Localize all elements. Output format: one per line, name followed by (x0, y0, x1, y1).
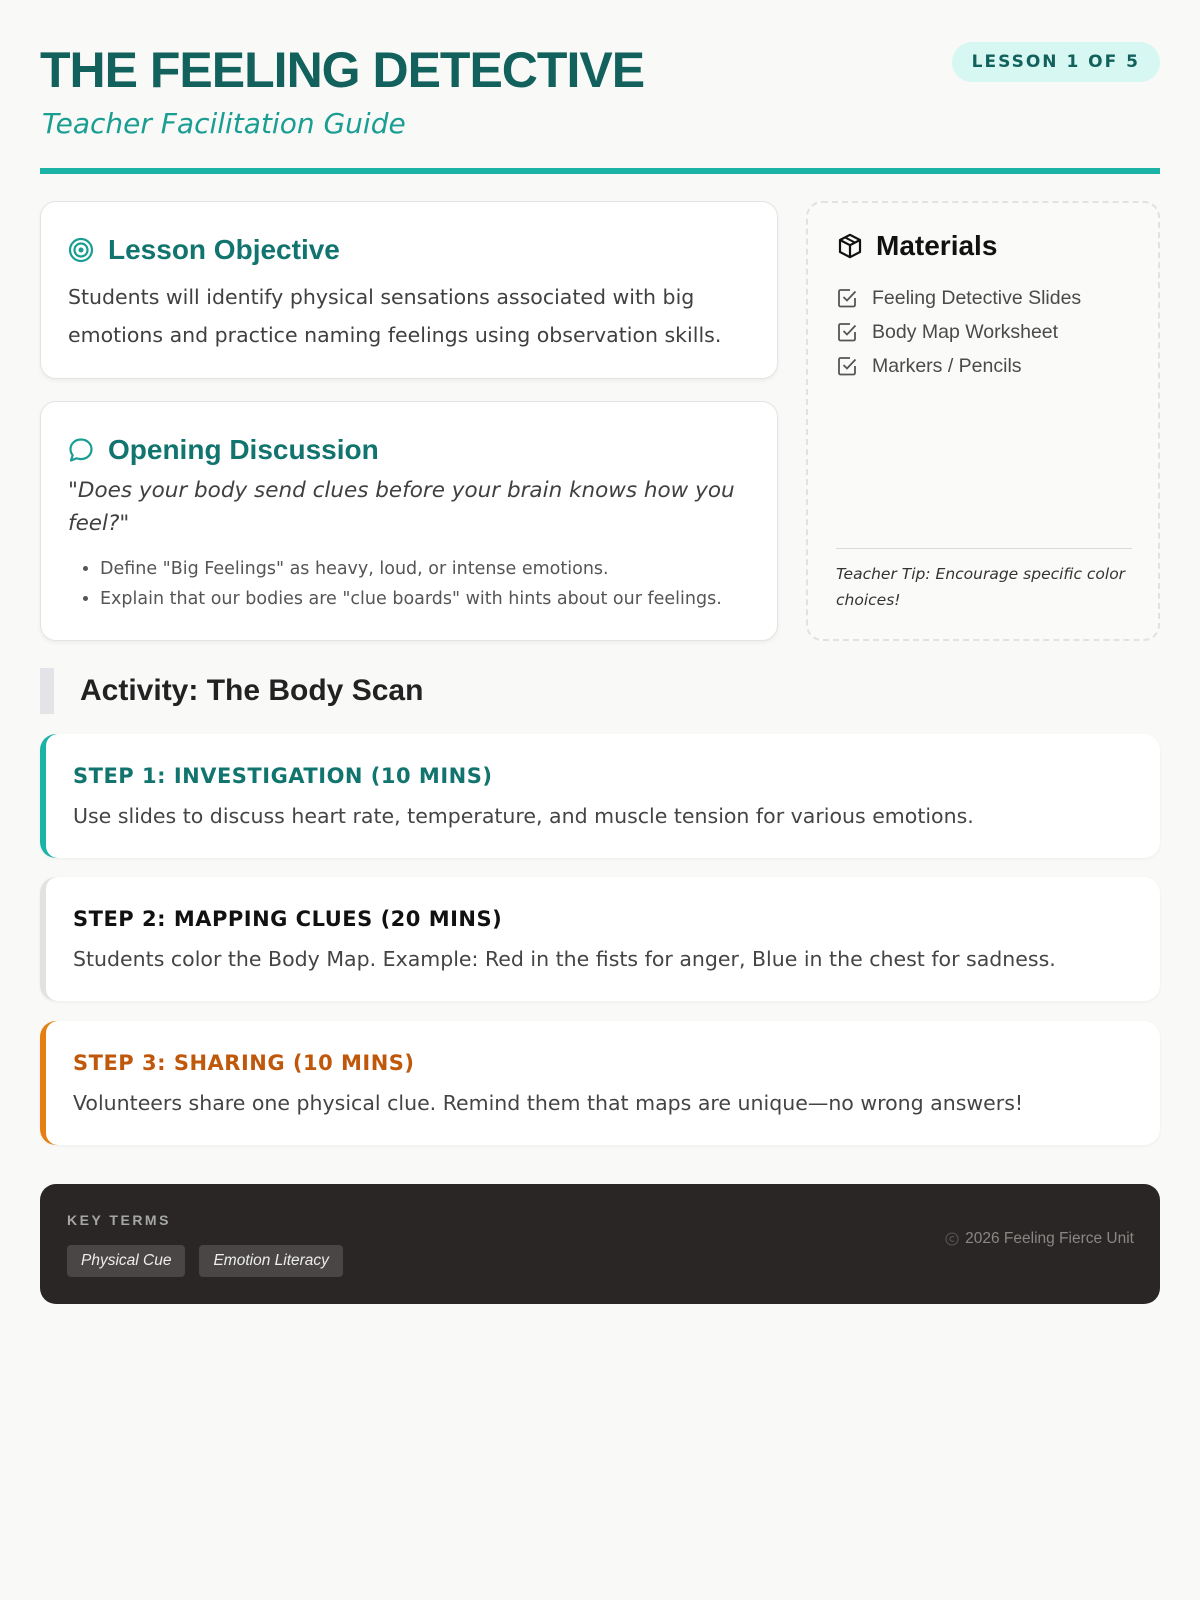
step-text: Students color the Body Map. Example: Red in the fists for anger, Blue in the chest for sadness. (73, 947, 1056, 971)
materials-item-label: Feeling Detective Slides (872, 286, 1082, 309)
discussion-quote: "Does your body send clues before your brain knows how you feel?" (68, 478, 735, 536)
step-text: Volunteers share one physical clue. Remind them that maps are unique—no wrong answers! (73, 1091, 1024, 1115)
materials-item-label: Markers / Pencils (872, 354, 1022, 377)
copyright (945, 1230, 1134, 1248)
step-accent-bar (40, 734, 62, 858)
materials-item (836, 315, 1081, 349)
step-accent-bar (40, 877, 62, 1001)
speech-bubble-icon (68, 437, 94, 463)
opening-discussion-card (40, 401, 778, 641)
copyright-icon (945, 1232, 959, 1246)
step-3-card (40, 1021, 1160, 1145)
header (40, 0, 1160, 174)
copyright-text: 2026 Feeling Fierce Unit (965, 1230, 1134, 1247)
checkbox-checked-icon (836, 355, 858, 377)
checkbox-checked-icon (836, 321, 858, 343)
discussion-point: • Explain that our bodies are "clue boards" with hints about our feelings. (100, 584, 790, 614)
step-heading: STEP 2: MAPPING CLUES (20 MINS) (73, 907, 503, 931)
objective-heading: Lesson Objective (108, 234, 340, 265)
target-icon (68, 237, 94, 263)
discussion-heading: Opening Discussion (108, 434, 379, 465)
key-terms-list (67, 1245, 357, 1277)
key-term-tag: Physical Cue (67, 1245, 185, 1277)
materials-item (836, 281, 1081, 315)
lesson-badge: LESSON 1 OF 5 (952, 42, 1160, 82)
page-title: THE FEELING DETECTIVE (40, 42, 645, 98)
materials-item-label: Body Map Worksheet (872, 320, 1059, 343)
key-terms-label: KEY TERMS (67, 1212, 171, 1228)
lesson-objective-card (40, 201, 778, 379)
materials-panel (806, 201, 1160, 641)
step-heading: STEP 1: INVESTIGATION (10 MINS) (73, 764, 493, 788)
page-subtitle: Teacher Facilitation Guide (42, 107, 406, 140)
materials-header (836, 230, 997, 262)
activity-title: Activity: The Body Scan (40, 668, 423, 714)
objective-text: Students will identify physical sensations associated with big emotions and practice naming feelings using observation skills. (68, 285, 722, 347)
step-text: Use slides to discuss heart rate, temperature, and muscle tension for various emotions. (73, 804, 974, 828)
discussion-point: • Define "Big Feelings" as heavy, loud, or intense emotions. (100, 554, 790, 584)
key-term-tag: Emotion Literacy (199, 1245, 342, 1277)
step-accent-bar (40, 1021, 62, 1145)
lesson-page (40, 0, 1160, 1269)
materials-heading: Materials (876, 230, 998, 261)
package-icon (836, 232, 864, 260)
step-heading: STEP 3: SHARING (10 MINS) (73, 1051, 415, 1075)
teacher-tip: Teacher Tip: Encourage specific color choices! (836, 548, 1132, 613)
step-2-card (40, 877, 1160, 1001)
checkbox-checked-icon (836, 287, 858, 309)
objective-header (68, 230, 340, 270)
materials-list (836, 281, 1081, 383)
footer (40, 1184, 1160, 1304)
materials-item (836, 349, 1081, 383)
discussion-points (68, 554, 790, 614)
discussion-header (68, 430, 379, 470)
step-1-card (40, 734, 1160, 858)
